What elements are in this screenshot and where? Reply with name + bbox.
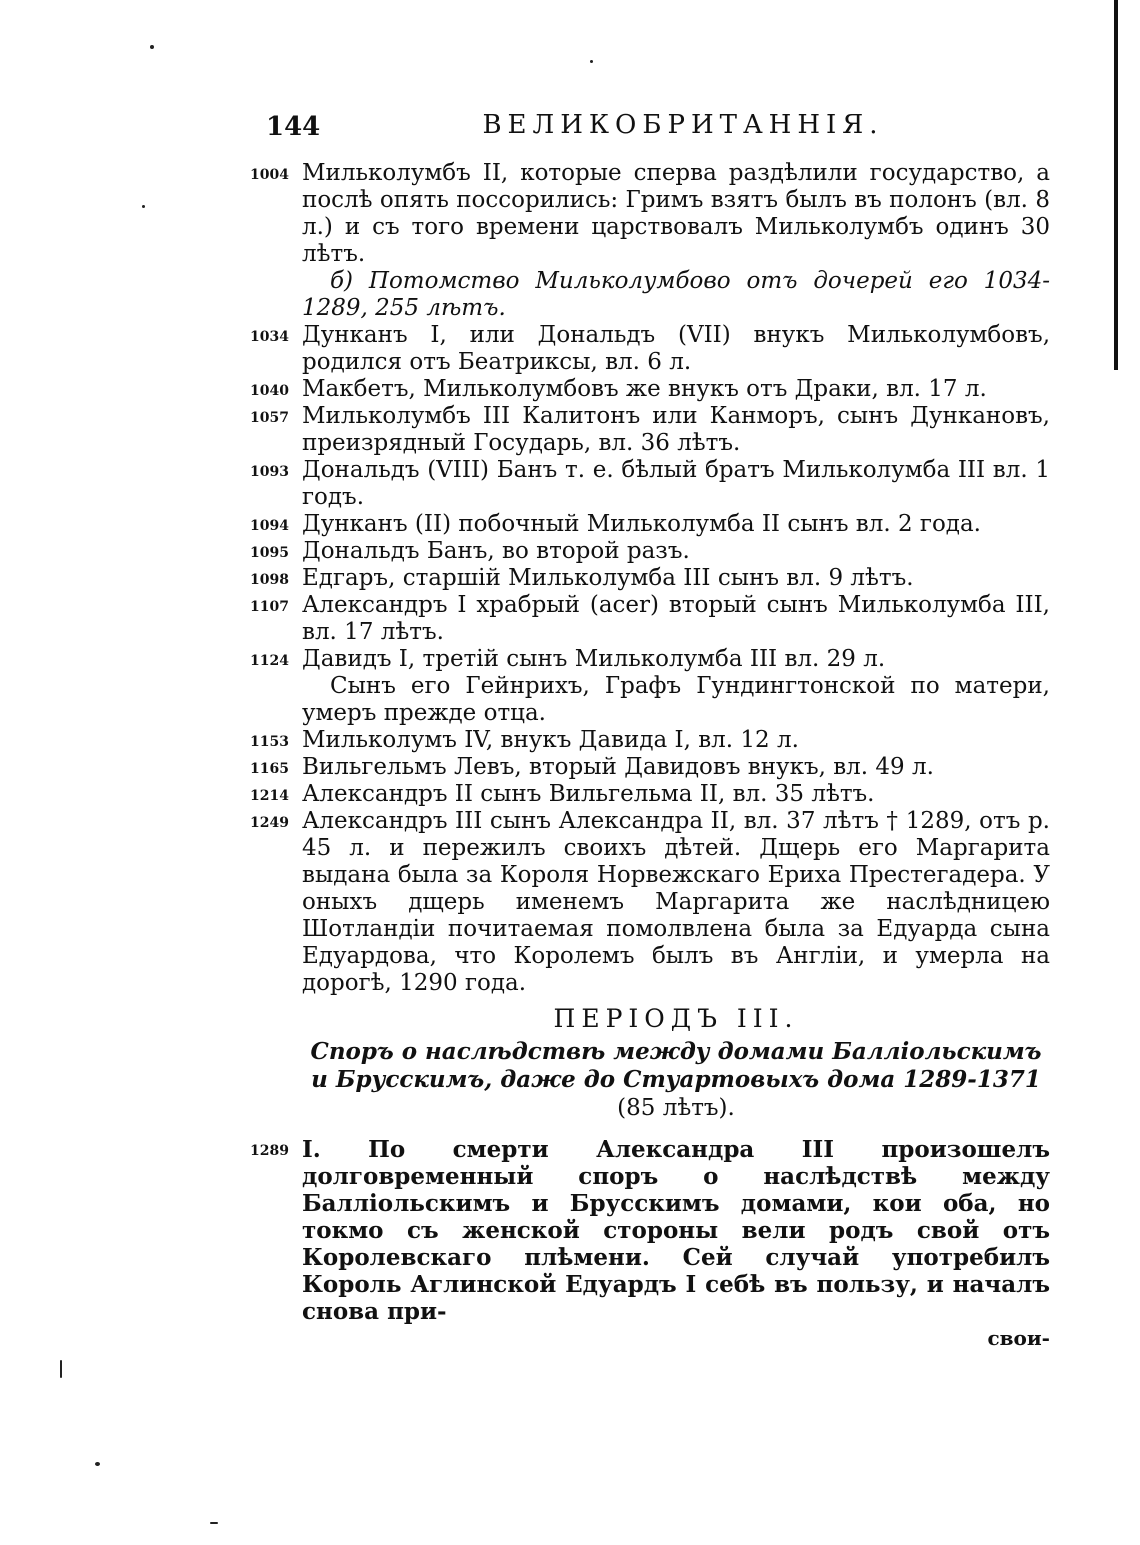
page-number: 144 [266,112,321,142]
text-block [250,160,1050,1352]
scan-speck [590,60,593,63]
chronicle-entry [250,781,1050,808]
chronicle-entry [250,727,1050,754]
chronicle-entry [250,160,1050,268]
period-description-text: Споръ о наслѣдствѣ между домами Балліольскимъ и Брусскимъ, даже до Стуартовыхъ дома 1289-1371 [310,1038,1042,1093]
entry-text: Мильколумбъ II, которые сперва раздѣлили государство, а послѣ опять поссорились: Гримъ взятъ былъ въ полонъ (вл. 8 л.) и съ того времени царствовалъ Мильколумбъ одинъ 30 лѣтъ. [302,160,1050,267]
scan-speck [210,1522,218,1524]
page-edge-rule [1114,0,1118,370]
entry-year: 1057 [250,410,289,426]
entry-year: 1004 [250,167,289,183]
chronicle-entry [250,592,1050,646]
scan-speck [142,205,145,208]
entry-year: 1124 [250,653,289,669]
entry-text: Дунканъ I, или Дональдъ (VII) внукъ Мильколумбовъ, родился отъ Беатриксы, вл. 6 л. [302,322,1050,375]
entry-year: 1153 [250,734,289,750]
entry-text: I. По смерти Александра III произошелъ долговременный споръ о наслѣдствѣ между Балліольскимъ и Брусскимъ домами, кои оба, но токмо съ женской стороны вели родъ свой отъ Королевскаго плѣмени. Сей случай употребилъ Король Аглинской Едуардъ I себѣ въ пользу, и началъ снова при- [302,1136,1050,1325]
chronicle-entry [250,376,1050,403]
entry-year: 1107 [250,599,289,615]
subheading-text: б) Потомство Мильколумбово отъ дочерей его 1034-1289, 255 лѣтъ. [302,268,1050,321]
chronicle-entry [250,808,1050,997]
entry-text: Давидъ I, третій сынъ Мильколумба III вл. 29 л. [302,646,886,672]
chronicle-entry [250,565,1050,592]
chronicle-entry [250,1136,1050,1325]
entry-year: 1249 [250,815,289,831]
entry-year: 1093 [250,464,289,480]
chronicle-entry [250,646,1050,673]
chronicle-entry [250,538,1050,565]
chronicle-entry [250,511,1050,538]
scan-speck [95,1462,100,1466]
entry-note [250,673,1050,727]
entry-text: Александръ III сынъ Александра II, вл. 37 лѣтъ † 1289, отъ р. 45 л. и пережилъ своихъ дѣтей. Дщерь его Маргарита выдана была за Короля Норвежскаго Ериха Престегадера. У оныхъ дщерь именемъ Маргарита же наслѣдницею Шотландіи почитаемая помолвлена была за Едуарда сына Едуардова, что Королемъ былъ въ Англіи, и умерла на дорогѣ, 1290 года. [302,808,1050,996]
section-subheading [250,268,1050,322]
scan-speck [150,45,154,49]
running-title: ВЕЛИКОБРИТАННІЯ. [482,110,884,140]
entry-year: 1214 [250,788,289,804]
entry-text: Дональдъ (VIII) Банъ т. е. бѣлый братъ Мильколумба III вл. 1 годъ. [302,457,1050,510]
page-header [258,108,1048,148]
chronicle-entry [250,457,1050,511]
entry-text: Александръ I храбрый (acer) вторый сынъ Мильколумба III, вл. 17 лѣтъ. [302,592,1050,645]
entry-year: 1289 [250,1143,289,1159]
entry-text: Вильгельмъ Левъ, вторый Давидовъ внукъ, вл. 49 л. [302,754,934,780]
period-heading: ПЕРІОДЪ III. [553,1004,799,1033]
catchword: свои- [987,1326,1050,1350]
entry-text: Александръ II сынъ Вильгельма II, вл. 35 лѣтъ. [302,781,875,807]
entry-year: 1165 [250,761,289,777]
entry-year: 1095 [250,545,289,561]
chronicle-entry [250,322,1050,376]
note-text: Сынъ его Гейнрихъ, Графъ Гундингтонской по матери, умеръ прежде отца. [302,673,1050,726]
entry-year: 1040 [250,383,289,399]
period-description [250,1038,1050,1122]
entry-text: Дональдъ Банъ, во второй разъ. [302,538,690,564]
entry-year: 1094 [250,518,289,534]
entry-year: 1098 [250,572,289,588]
chronicle-entry [250,754,1050,781]
entry-text: Мильколумбъ III Калитонъ или Канморъ, сынъ Дункановъ, преизрядный Государь, вл. 36 лѣтъ. [302,403,1050,456]
entry-text: Дунканъ (II) побочный Мильколумба II сынъ вл. 2 года. [302,511,981,537]
chronicle-entry [250,403,1050,457]
entry-text: Макбетъ, Мильколумбовъ же внукъ отъ Драки, вл. 17 л. [302,376,987,402]
period-span: (85 лѣтъ). [617,1095,735,1121]
entry-text: Мильколумъ IV, внукъ Давида I, вл. 12 л. [302,727,799,753]
scan-speck [60,1360,62,1378]
entry-text: Едгаръ, старшій Мильколумба III сынъ вл. 9 лѣтъ. [302,565,914,591]
entry-year: 1034 [250,329,289,345]
